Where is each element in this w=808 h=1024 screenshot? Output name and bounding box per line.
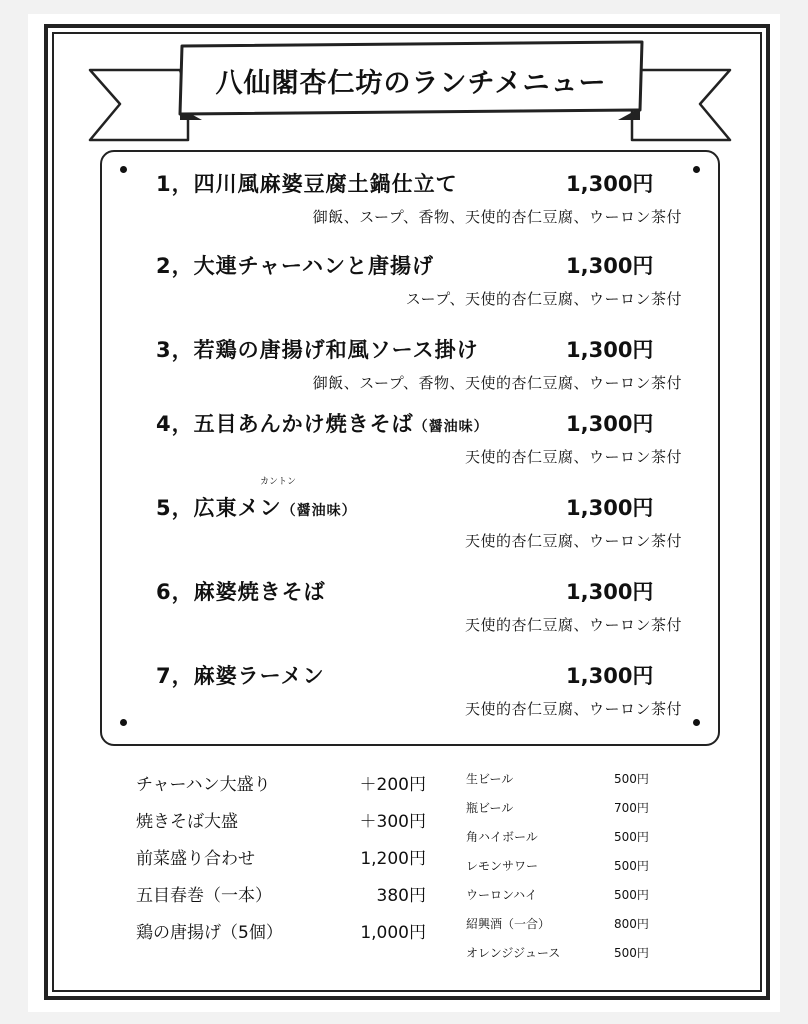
menu-item-name: 3，若鶏の唐揚げ和風ソース掛け xyxy=(156,338,479,362)
menu-item-price: 1,300円 xyxy=(566,172,654,196)
menu-item xyxy=(102,660,722,730)
extra-item: 五目春巻（一本） 380円 xyxy=(136,886,426,906)
drink-item: 瓶ビール 700円 xyxy=(466,801,649,815)
menu-item xyxy=(102,250,722,320)
drink-item: レモンサワー 500円 xyxy=(466,859,649,873)
drink-item: 紹興酒（一合） 800円 xyxy=(466,917,649,931)
menu-item-name: カントン 5，広東メン（醤油味） xyxy=(156,492,357,522)
menu-item-includes: 天使的杏仁豆腐、ウーロン茶付 xyxy=(464,616,682,634)
menu-item-includes: 天使的杏仁豆腐、ウーロン茶付 xyxy=(464,700,682,718)
menu-item-flavor: （醤油味） xyxy=(413,419,489,435)
menu-item xyxy=(102,334,722,404)
extra-item: 鶏の唐揚げ（5個） 1,000円 xyxy=(136,923,426,943)
menu-item-name: 1，四川風麻婆豆腐土鍋仕立て xyxy=(156,172,458,196)
menu-item-name: 6，麻婆焼きそば xyxy=(156,580,326,604)
drink-item: 生ビール 500円 xyxy=(466,772,649,786)
extra-item: チャーハン大盛り ＋200円 xyxy=(136,775,426,795)
menu-item xyxy=(102,477,722,562)
menu-item-includes: スープ、天使的杏仁豆腐、ウーロン茶付 xyxy=(405,290,682,308)
menu-item-price: 1,300円 xyxy=(566,664,654,688)
extra-item: 焼きそば大盛 ＋300円 xyxy=(136,812,426,832)
menu-item-includes: 御飯、スープ、香物、天使的杏仁豆腐、ウーロン茶付 xyxy=(312,374,682,392)
extra-item: 前菜盛り合わせ 1,200円 xyxy=(136,849,426,869)
menu-item-includes: 天使的杏仁豆腐、ウーロン茶付 xyxy=(464,532,682,550)
menu-item-name: 2，大連チャーハンと唐揚げ xyxy=(156,254,434,278)
drink-item: 角ハイボール 500円 xyxy=(466,830,649,844)
menu-item-flavor: （醤油味） xyxy=(281,503,357,519)
menu-item xyxy=(102,168,722,238)
page-title: 八仙閣杏仁坊のランチメニュー xyxy=(215,67,607,99)
menu-item-name: 4，五目あんかけ焼きそば（醤油味） xyxy=(156,412,489,436)
menu-item-name: 7，麻婆ラーメン xyxy=(156,664,325,688)
menu-item-price: 1,300円 xyxy=(566,412,654,436)
menu-item-price: 1,300円 xyxy=(566,580,654,604)
menu-item-price: 1,300円 xyxy=(566,254,654,278)
menu-item xyxy=(102,576,722,646)
extras-list xyxy=(136,770,436,955)
menu-item xyxy=(102,408,722,478)
furigana: カントン xyxy=(260,477,297,487)
menu-item-price: 1,300円 xyxy=(566,338,654,362)
drink-item: ウーロンハイ 500円 xyxy=(466,888,649,902)
drinks-list xyxy=(466,770,666,973)
menu-item-price: 1,300円 xyxy=(566,496,654,520)
drink-item: オレンジジュース 500円 xyxy=(466,946,649,960)
menu-item-includes: 天使的杏仁豆腐、ウーロン茶付 xyxy=(464,448,682,466)
lunch-menu-board xyxy=(100,150,720,746)
menu-item-includes: 御飯、スープ、香物、天使的杏仁豆腐、ウーロン茶付 xyxy=(312,208,682,226)
